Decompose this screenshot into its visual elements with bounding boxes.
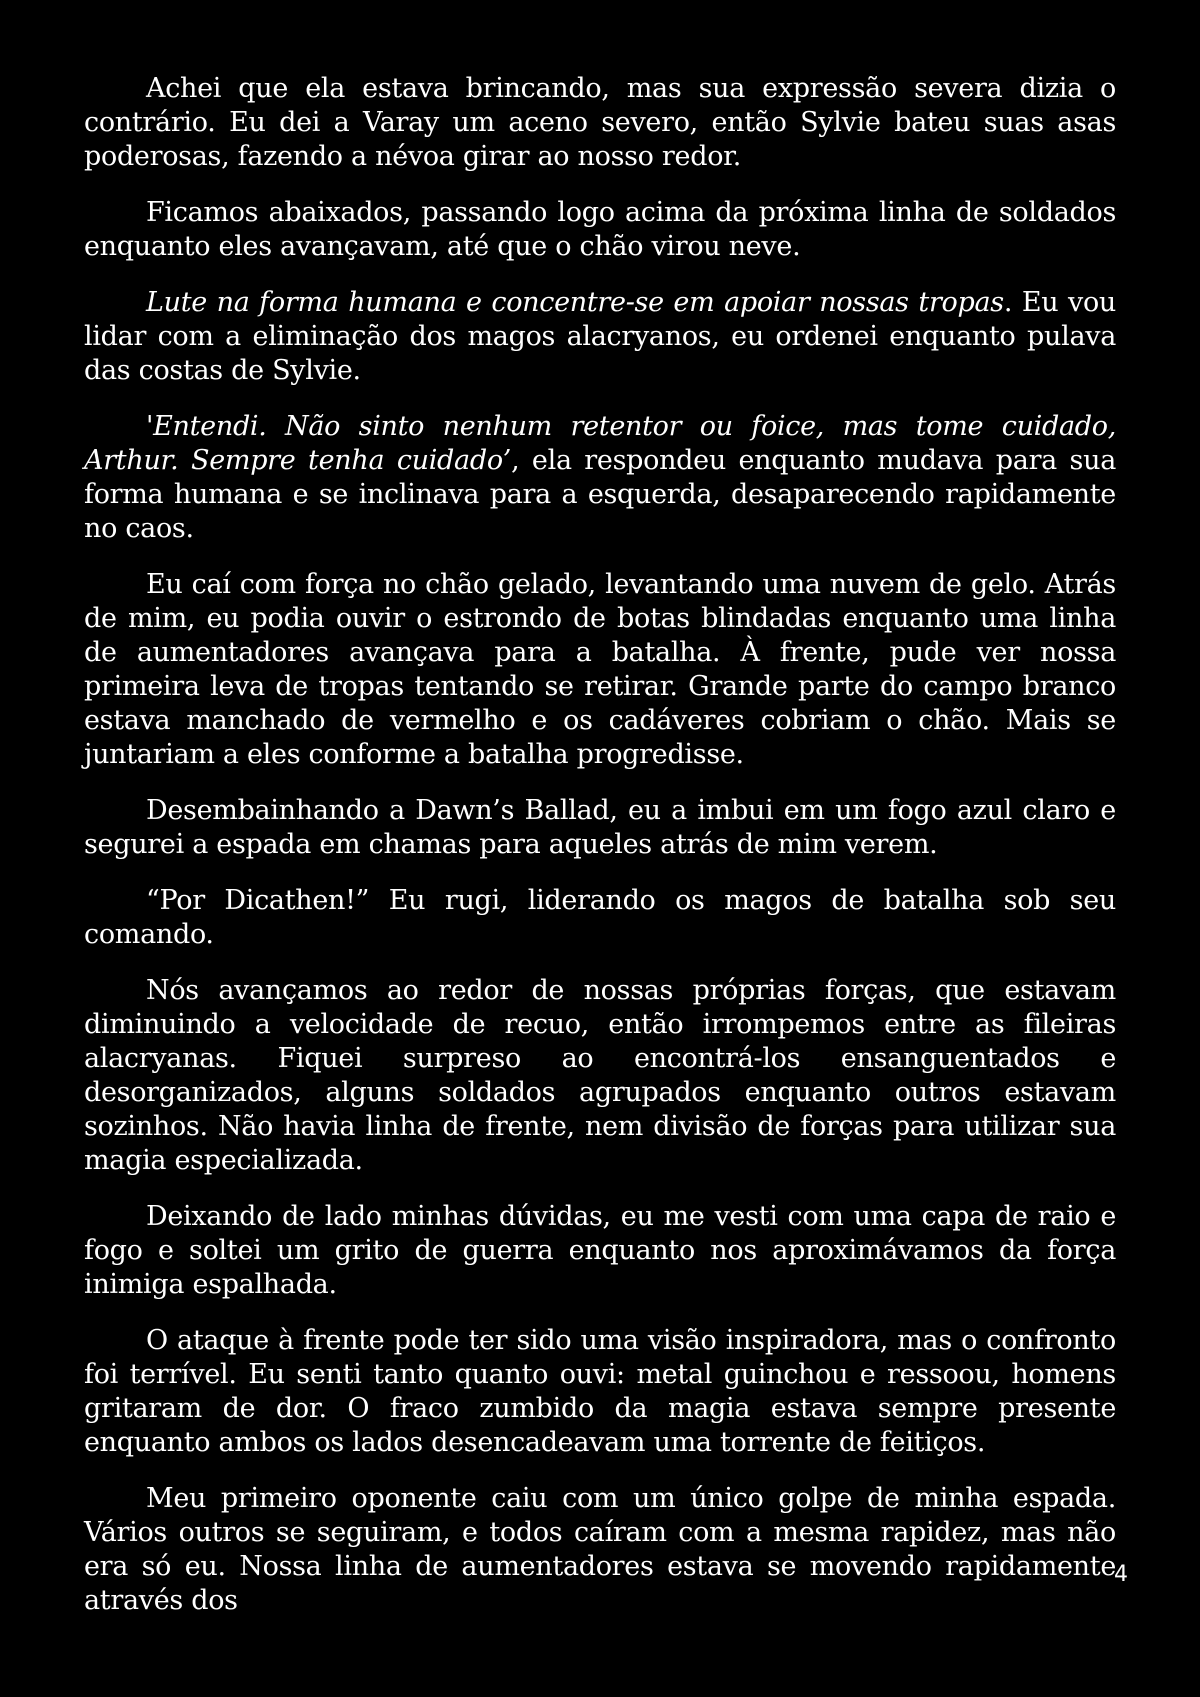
paragraph-4-italic: 'Entendi. Não sinto nenhum retentor ou foice, mas tome cuidado, Arthur. Sempre tenha cuidado’	[84, 411, 1116, 476]
paragraph-1: Achei que ela estava brincando, mas sua expressão severa dizia o contrário. Eu dei a Varay um aceno severo, então Sylvie bateu suas asas poderosas, fazendo a névoa girar ao nosso redor.	[84, 73, 1116, 172]
paragraph-3-rest: . Eu vou lidar com a eliminação dos magos alacryanos, eu ordenei enquanto pulava das costas de Sylvie.	[84, 287, 1116, 386]
paragraph-3	[84, 286, 1116, 388]
paragraph-4-rest: , ela respondeu enquanto mudava para sua forma humana e se inclinava para a esquerda, desaparecendo rapidamente no caos.	[84, 445, 1116, 544]
paragraph-5: Eu caí com força no chão gelado, levantando uma nuvem de gelo. Atrás de mim, eu podia ouvir o estrondo de botas blindadas enquanto uma linha de aumentadores avançava para a batalha. À frente, pude ver nossa primeira leva de tropas tentando se retirar. Grande parte do campo branco estava manchado de vermelho e os cadáveres cobriam o chão. Mais se juntariam a eles conforme a batalha progredisse.	[84, 569, 1116, 770]
paragraph-4	[84, 410, 1116, 546]
paragraph-3-italic: Lute na forma humana e concentre-se em apoiar nossas tropas	[146, 287, 1004, 318]
paragraph-9: Deixando de lado minhas dúvidas, eu me vesti com uma capa de raio e fogo e soltei um grito de guerra enquanto nos aproximávamos da força inimiga espalhada.	[84, 1201, 1116, 1300]
document-page	[84, 72, 1116, 1618]
page-number: 4	[1114, 1562, 1128, 1587]
paragraph-10: O ataque à frente pode ter sido uma visão inspiradora, mas o confronto foi terrível. Eu senti tanto quanto ouvi: metal guinchou e ressoou, homens gritaram de dor. O fraco zumbido da magia estava sempre presente enquanto ambos os lados desencadeavam uma torrente de feitiços.	[84, 1325, 1116, 1458]
paragraph-7: “Por Dicathen!” Eu rugi, liderando os magos de batalha sob seu comando.	[84, 885, 1116, 950]
paragraph-2: Ficamos abaixados, passando logo acima da próxima linha de soldados enquanto eles avançavam, até que o chão virou neve.	[84, 197, 1116, 262]
paragraph-11: Meu primeiro oponente caiu com um único golpe de minha espada. Vários outros se seguiram, e todos caíram com a mesma rapidez, mas não era só eu. Nossa linha de aumentadores estava se movendo rapidamente através dos	[84, 1483, 1116, 1616]
paragraph-6: Desembainhando a Dawn’s Ballad, eu a imbui em um fogo azul claro e segurei a espada em chamas para aqueles atrás de mim verem.	[84, 795, 1116, 860]
paragraph-8: Nós avançamos ao redor de nossas próprias forças, que estavam diminuindo a velocidade de recuo, então irrompemos entre as fileiras alacryanas. Fiquei surpreso ao encontrá-los ensanguentados e desorganizados, alguns soldados agrupados enquanto outros estavam sozinhos. Não havia linha de frente, nem divisão de forças para utilizar sua magia especializada.	[84, 975, 1116, 1176]
